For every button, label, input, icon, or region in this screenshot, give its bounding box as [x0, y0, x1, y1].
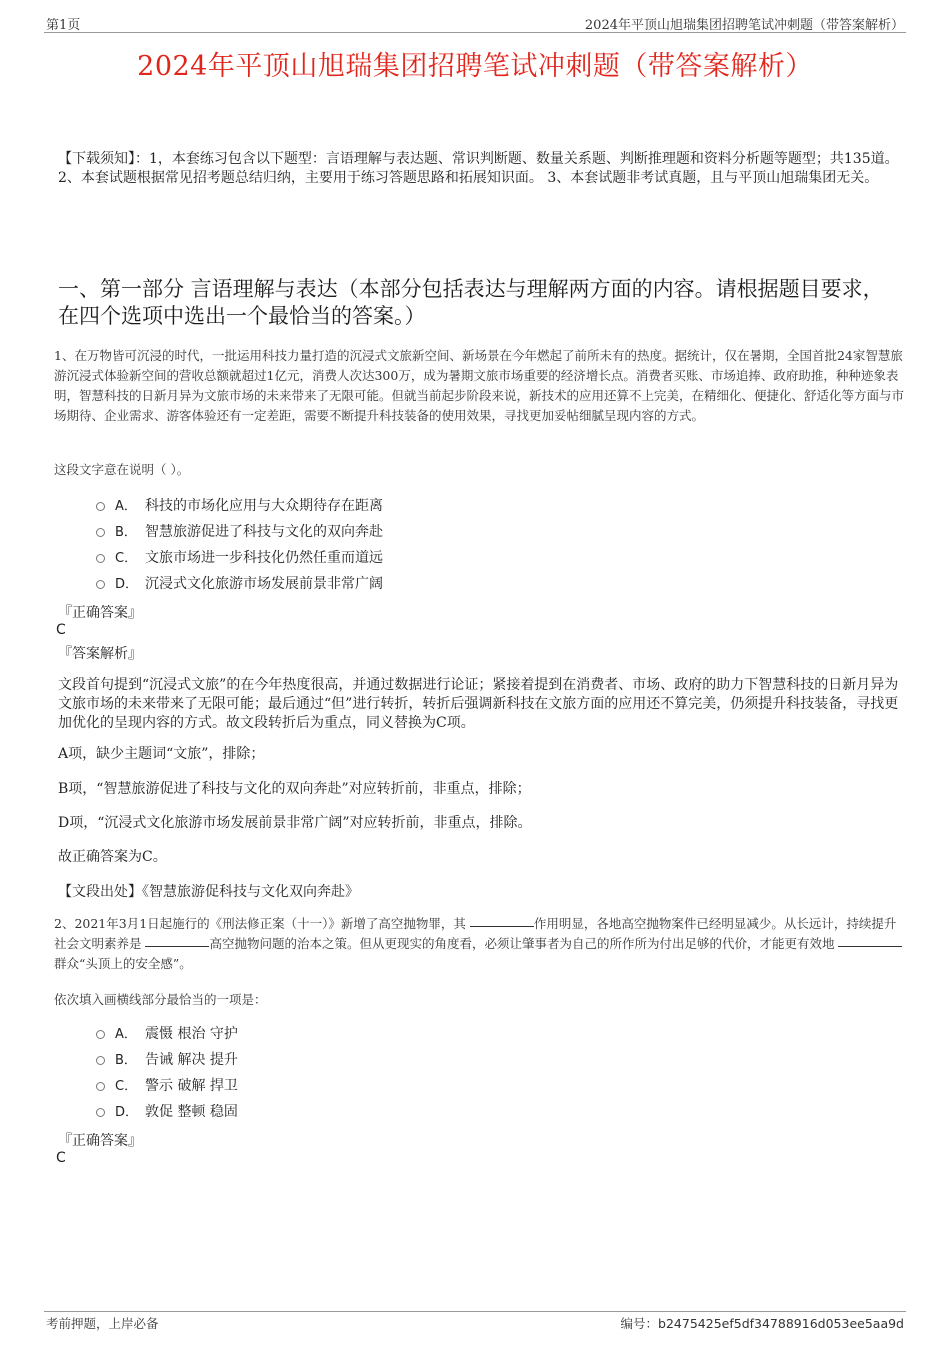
q1-analysis-a: A项，缺少主题词“文旅”，排除； [58, 746, 265, 762]
q2-option-b[interactable]: B． 告诫 解决 提升 [96, 1050, 238, 1071]
q1-analysis-paragraph: 文段首句提到“沉浸式文旅”的在今年热度很高，并通过数据进行论证；紧接着提到在消费者、市场、政府的助力下智慧科技的日新月异为文旅市场的未来带来了无限可能；最后通过“但”进行转折，转折后强调新科技在文旅方面的应用还不算完美，仍须提升科技装备，寻找更加优化的呈现内容的方式。故文段转折后为重点，同义替换为C项。 [58, 677, 899, 731]
q1-option-a[interactable]: A． 科技的市场化应用与大众期待存在距离 [96, 496, 383, 517]
radio-icon[interactable] [96, 1108, 105, 1117]
radio-icon[interactable] [96, 1082, 105, 1091]
radio-icon[interactable] [96, 554, 105, 563]
section-heading: 一、第一部分 言语理解与表达（本部分包括表达与理解两方面的内容。请根据题目要求，在四个选项中选出一个最恰当的答案。） [58, 277, 884, 328]
fill-blank-3 [838, 946, 902, 947]
page-number: 第1页 [46, 18, 81, 33]
question-1-text: 1、在万物皆可沉浸的时代，一批运用科技力量打造的沉浸式文旅新空间、新场景在今年燃起了前所未有的热度。据统计，仅在暑期，全国首批24家智慧旅游沉浸式体验新空间的营收总额就超过1亿元，消费人次达300万，成为暑期文旅市场重要的经济增长点。消费者买账、市场追捧、政府助推，种种迹象表明，智慧科技的日新月异为文旅市场的未来带来了无限可能。但就当前起步阶段来说，新技术的应用还算不上完美，在精细化、便捷化、舒适化等方面与市场期待、企业需求、游客体验还有一定差距，需要不断提升科技装备的使用效果，寻找更加妥帖细腻呈现内容的方式。 [54, 348, 905, 423]
q2-answer-label: 『正确答案』 [58, 1133, 142, 1149]
q1-analysis-conclusion: 故正确答案为C。 [58, 849, 167, 865]
q1-answer-label: 『正确答案』 [58, 605, 142, 621]
fill-blank-2 [145, 946, 209, 947]
question-2-prompt: 依次填入画横线部分最恰当的一项是： [54, 992, 267, 1007]
radio-icon[interactable] [96, 528, 105, 537]
q1-source: 【文段出处】《智慧旅游促科技与文化双向奔赴》 [58, 884, 359, 900]
q2-answer: C [56, 1150, 66, 1166]
question-2-text: 2、2021年3月1日起施行的《刑法修正案（十一）》新增了高空抛物罪，其 作用明显，各地高空抛物案件已经明显减少。从长远计，持续提升社会文明素养是 高空抛物问题的治本之策。但从更现实的角度看，必须让肇事者为自己的所作所为付出足够的代价，才能更有效地 群众“头顶上的安全感”。 [54, 914, 904, 974]
q1-option-d[interactable]: D． 沉浸式文化旅游市场发展前景非常广阔 [96, 574, 383, 595]
running-title: 2024年平顶山旭瑞集团招聘笔试冲刺题（带答案解析） [584, 18, 904, 33]
q2-option-d[interactable]: D． 敦促 整顿 稳固 [96, 1102, 238, 1123]
radio-icon[interactable] [96, 1056, 105, 1065]
footer-divider [44, 1311, 906, 1312]
radio-icon[interactable] [96, 502, 105, 511]
q1-analysis-label: 『答案解析』 [58, 646, 142, 662]
q1-option-b[interactable]: B． 智慧旅游促进了科技与文化的双向奔赴 [96, 522, 383, 543]
document-code: 编号：b2475425ef5df34788916d053ee5aa9d [620, 1316, 904, 1331]
q1-analysis-d: D项，“沉浸式文化旅游市场发展前景非常广阔”对应转折前，非重点，排除。 [58, 815, 532, 831]
q1-option-c[interactable]: C． 文旅市场进一步科技化仍然任重而道远 [96, 548, 383, 569]
header-divider [44, 32, 906, 33]
download-notice: 【下载须知】：1，本套练习包含以下题型：言语理解与表达题、常识判断题、数量关系题、判断推理题和资料分析题等题型；共135道。 2、本套试题根据常见招考题总结归纳，主要用于练习答题思路和拓展知识面。 3、本套试题非考试真题，且与平顶山旭瑞集团无关。 [58, 151, 899, 186]
q2-option-a[interactable]: A． 震慑 根治 守护 [96, 1024, 238, 1045]
radio-icon[interactable] [96, 1030, 105, 1039]
question-1-prompt: 这段文字意在说明（ ）。 [54, 462, 190, 477]
document-title: 2024年平顶山旭瑞集团招聘笔试冲刺题（带答案解析） [137, 51, 813, 82]
footer-slogan: 考前押题，上岸必备 [46, 1316, 159, 1331]
q2-option-c[interactable]: C． 警示 破解 捍卫 [96, 1076, 238, 1097]
q1-answer: C [56, 622, 66, 638]
q1-analysis-b: B项，“智慧旅游促进了科技与文化的双向奔赴”对应转折前，非重点，排除； [58, 781, 531, 797]
fill-blank-1 [470, 926, 534, 927]
radio-icon[interactable] [96, 580, 105, 589]
